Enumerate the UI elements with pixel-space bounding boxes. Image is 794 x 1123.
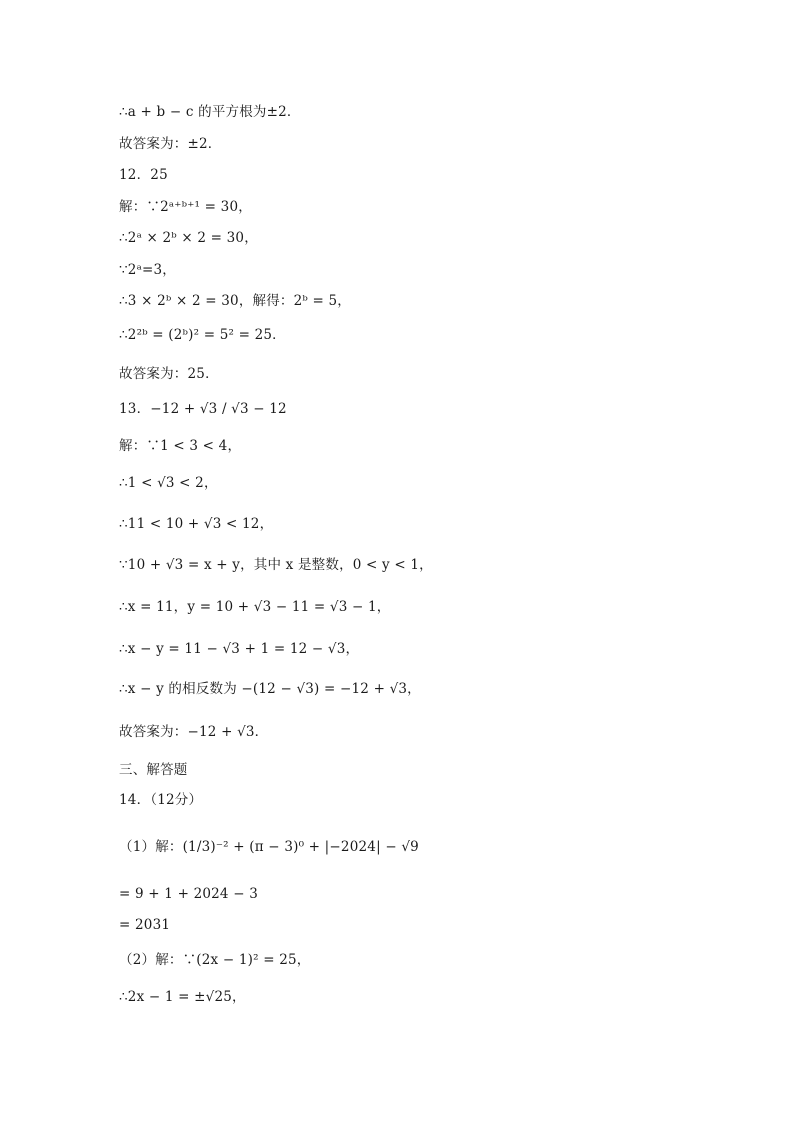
text-line: ∴a + b − c 的平方根为±2． xyxy=(119,104,301,120)
text-line: ∴1 < √3 < 2， xyxy=(119,475,218,491)
text-line: 故答案为：25． xyxy=(119,366,219,382)
text-line: = 2031 xyxy=(119,917,171,933)
text-line: 故答案为：−12 + √3． xyxy=(119,724,269,740)
text-line: ∴2ᵃ × 2ᵇ × 2 = 30， xyxy=(119,230,258,246)
text-line: 12．25 xyxy=(119,167,168,183)
text-line: = 9 + 1 + 2024 − 3 xyxy=(119,886,259,902)
text-line: ∴3 × 2ᵇ × 2 = 30，解得：2ᵇ = 5， xyxy=(119,293,351,309)
text-line: 解：∵1 < 3 < 4， xyxy=(119,438,242,454)
text-line: ∵2ᵃ=3， xyxy=(119,262,176,278)
text-line: 解：∵2ᵃ⁺ᵇ⁺¹ = 30， xyxy=(119,199,252,215)
section-heading: 三、解答题 xyxy=(119,762,188,778)
text-line: ∴2x − 1 = ±√25， xyxy=(119,989,246,1005)
text-line: （1）解：(1/3)⁻² + (π − 3)⁰ + |−2024| − √9 xyxy=(119,839,419,855)
question-heading: 14．（12分） xyxy=(119,792,203,808)
text-line: 故答案为：±2． xyxy=(119,136,222,152)
text-line: 13．−12 + √3 / √3 − 12 xyxy=(119,401,287,417)
text-line: ∴x = 11，y = 10 + √3 − 11 = √3 − 1， xyxy=(119,599,391,615)
text-line: ∴2²ᵇ = (2ᵇ)² = 5² = 25． xyxy=(119,327,286,343)
text-line: ∵10 + √3 = x + y，其中 x 是整数，0 < y < 1， xyxy=(119,557,433,573)
text-line: ∴x − y 的相反数为 −(12 − √3) = −12 + √3， xyxy=(119,681,421,697)
text-line: ∴11 < 10 + √3 < 12， xyxy=(119,516,274,532)
text-line: （2）解：∵(2x − 1)² = 25， xyxy=(119,952,311,968)
text-line: ∴x − y = 11 − √3 + 1 = 12 − √3， xyxy=(119,641,360,657)
